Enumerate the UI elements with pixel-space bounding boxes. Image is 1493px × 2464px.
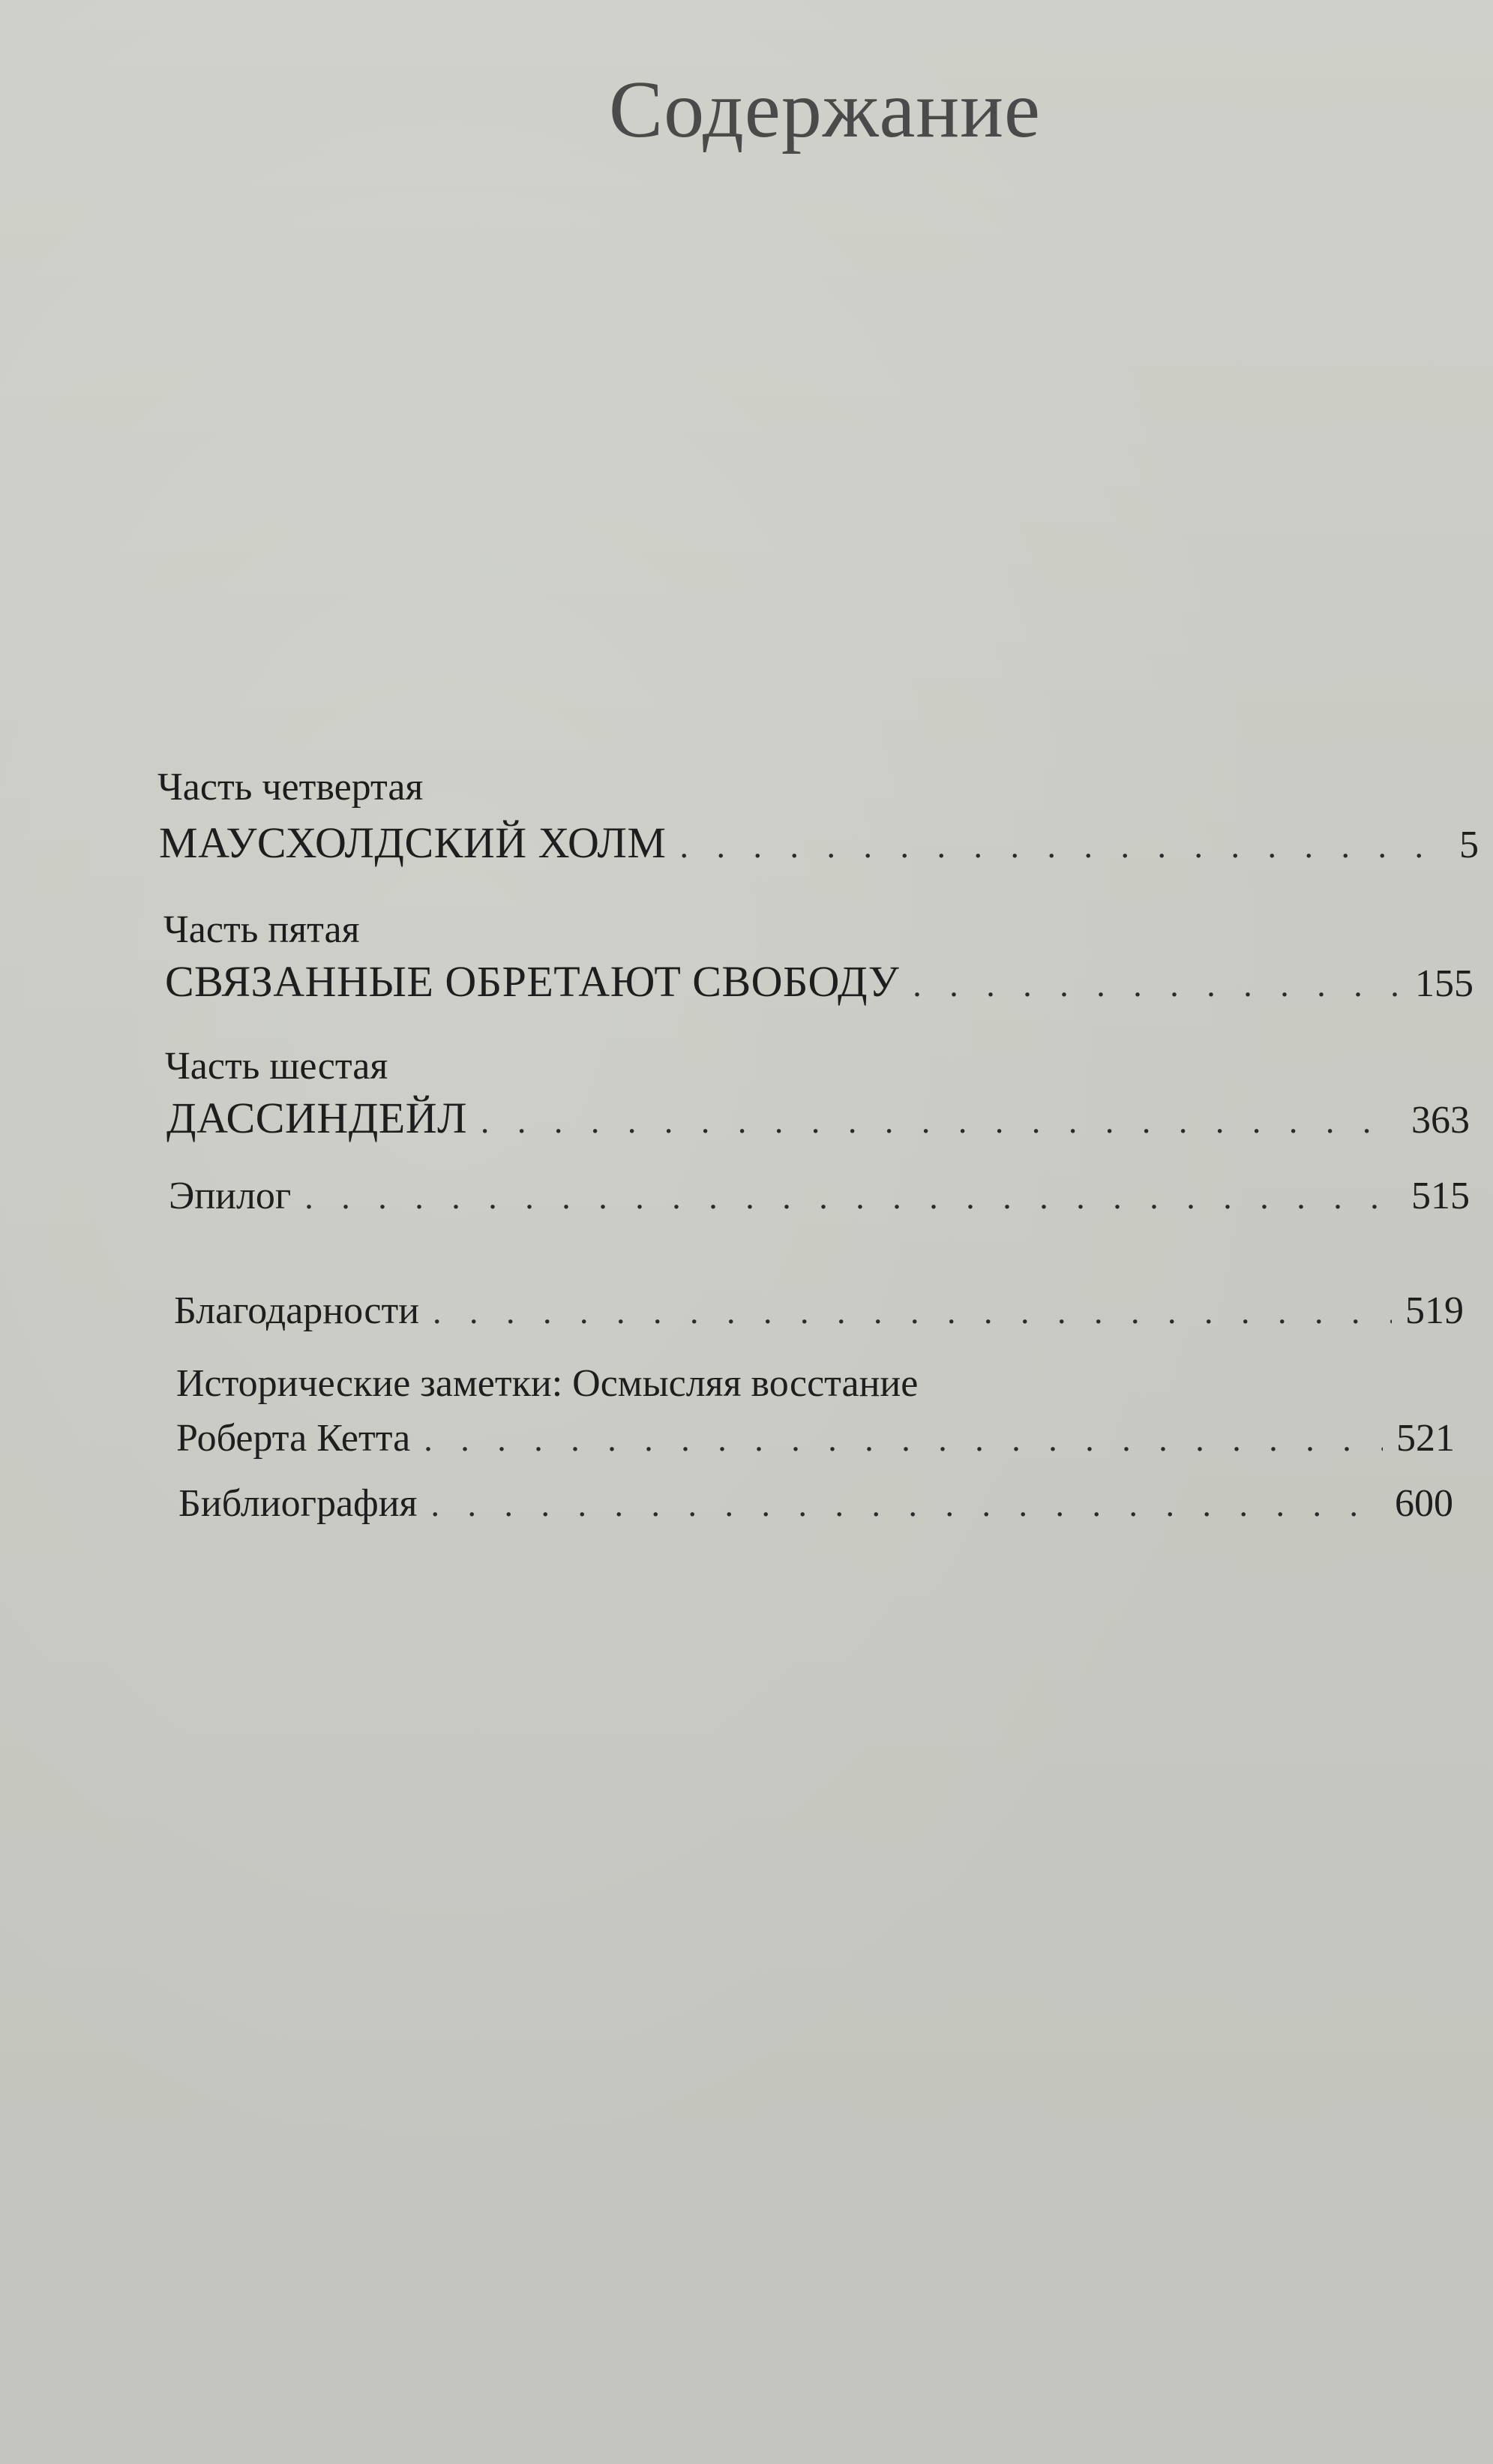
part-label-6: Часть шестая bbox=[165, 1045, 388, 1088]
dot-leader bbox=[304, 1177, 1398, 1217]
part-label-5: Часть пятая bbox=[163, 908, 360, 951]
dot-leader bbox=[433, 1292, 1392, 1331]
dot-leader bbox=[679, 826, 1446, 866]
toc-entry-bibliography[interactable] bbox=[178, 1481, 1453, 1526]
dot-leader bbox=[481, 1101, 1398, 1141]
toc-page-number: 155 bbox=[1415, 962, 1474, 1005]
dot-leader bbox=[430, 1484, 1381, 1524]
toc-entry-epilogue[interactable] bbox=[169, 1174, 1470, 1218]
toc-page-number: 363 bbox=[1411, 1099, 1470, 1142]
toc-page-number: 519 bbox=[1405, 1289, 1464, 1332]
toc-page-number: 515 bbox=[1411, 1175, 1470, 1217]
dot-leader bbox=[424, 1419, 1383, 1459]
toc-page-number: 5 bbox=[1459, 824, 1479, 866]
toc-entry-title: МАУСХОЛДСКИЙ ХОЛМ bbox=[159, 818, 667, 867]
toc-entry-title: Эпилог bbox=[169, 1175, 292, 1217]
dot-leader bbox=[913, 965, 1402, 1004]
part-label-4: Часть четвертая bbox=[157, 766, 424, 809]
toc-entry-title: Библиография bbox=[178, 1482, 418, 1525]
toc-entry-part4[interactable] bbox=[159, 818, 1479, 868]
toc-entry-title: СВЯЗАННЫЕ ОБРЕТАЮТ СВОБОДУ bbox=[165, 957, 900, 1006]
toc-entry-title: ДАССИНДЕЙЛ bbox=[166, 1094, 467, 1142]
toc-entry-acknowledgements[interactable] bbox=[174, 1289, 1464, 1333]
toc-page-number: 600 bbox=[1395, 1482, 1453, 1525]
toc-entry-historical-notes[interactable] bbox=[176, 1416, 1455, 1460]
toc-entry-part6[interactable] bbox=[166, 1093, 1470, 1143]
toc-entry-part5[interactable] bbox=[165, 956, 1474, 1007]
page-title: Содержание bbox=[609, 65, 1041, 155]
toc-entry-title: Роберта Кетта bbox=[176, 1417, 411, 1460]
toc-entry-historical-notes-line1[interactable]: Исторические заметки: Осмысляя восстание bbox=[176, 1362, 919, 1405]
toc-page-number: 521 bbox=[1396, 1417, 1455, 1460]
toc-entry-title: Благодарности bbox=[174, 1289, 420, 1332]
